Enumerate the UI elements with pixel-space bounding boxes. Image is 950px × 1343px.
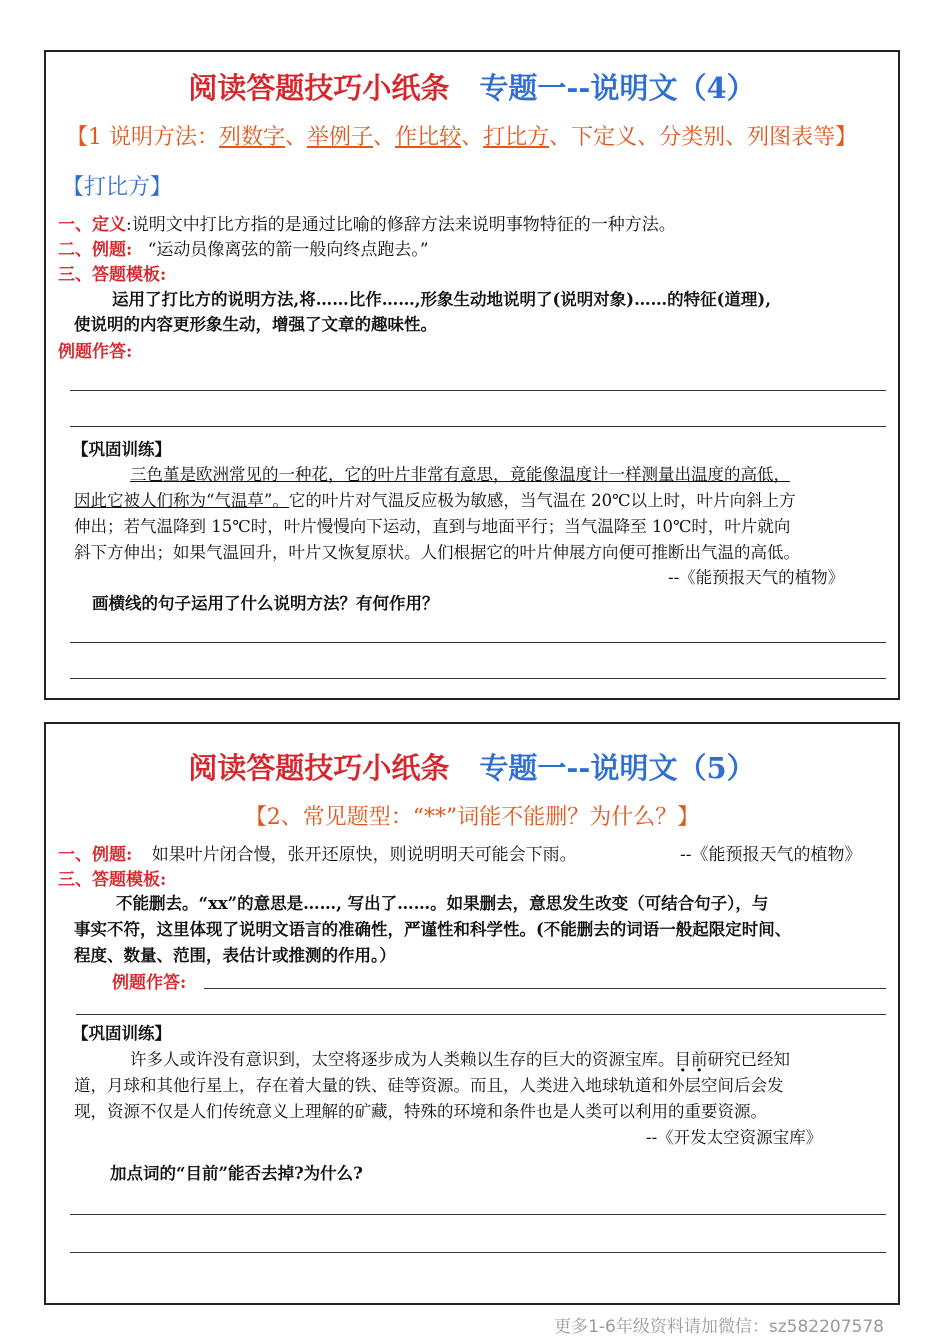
answer-line-2[interactable] [70, 426, 886, 427]
passage-underlined-1: 三色堇是欧洲常见的一种花，它的叶片非常有意思，竟能像温度计一样测量出温度的高低， [130, 465, 790, 484]
method-examples: 举例子 [307, 125, 374, 150]
example-line [58, 840, 577, 865]
practice-label: 【巩固训练】 [72, 440, 171, 459]
tip-card-4 [44, 50, 900, 700]
title-main: 阅读答题技巧小纸条 [188, 71, 450, 105]
answer-label: 例题作答: [112, 973, 187, 993]
question-type: 【2、常见题型：“**”词能不能删？为什么？】 [244, 805, 700, 830]
title-main: 阅读答题技巧小纸条 [188, 751, 450, 785]
passage-line-1: 许多人或许没有意识到，太空将逐步成为人类赖以生存的巨大的资源宝库。目前研究已经知 [130, 1050, 790, 1069]
template-line-2: 使说明的内容更形象生动，增强了文章的趣味性。 [74, 315, 437, 334]
practice-question: 加点词的“目前”能否去掉?为什么? [110, 1164, 363, 1183]
practice-question: 画横线的句子运用了什么说明方法？有何作用？ [92, 594, 439, 613]
answer-label: 例题作答: [58, 342, 133, 362]
method-comparison: 作比较 [395, 125, 462, 150]
example-text: 如果叶片闭合慢，张开还原快，则说明明天可能会下雨。 [151, 845, 577, 865]
dotted-char-2: 前 [691, 1050, 708, 1069]
definition-line [58, 210, 676, 235]
passage-line-3: 现，资源不仅是人们传统意义上理解的矿藏，特殊的环境和条件也是人类可以利用的重要资源。 [74, 1102, 767, 1121]
passage-source: --《能预报天气的植物》 [668, 568, 845, 587]
example-source: --《能预报天气的植物》 [680, 845, 862, 865]
definition-text: :说明文中打比方指的是通过比喻的修辞方法来说明事物特征的一种方法。 [126, 215, 676, 235]
example-text: “运动员像离弦的箭一般向终点跑去。” [147, 240, 429, 260]
practice-label: 【巩固训练】 [72, 1024, 171, 1043]
example-label: 一、例题: [58, 845, 133, 865]
card-title [46, 746, 898, 787]
dotted-char-1: 目 [674, 1050, 691, 1069]
passage-line-3: 伸出；若气温降到 15℃时，叶片慢慢向下运动，直到与地面平行；当气温降至 10℃时，叶片就向 [74, 517, 791, 536]
method-list-numbers: 列数字 [219, 125, 286, 150]
answer-line-2[interactable] [76, 1014, 886, 1015]
passage-line-4: 斜下方伸出；如果气温回升，叶片又恢复原状。人们根据它的叶片伸展方向便可推断出气温的高低。 [74, 543, 800, 562]
practice-answer-line-2[interactable] [70, 1252, 886, 1253]
passage-line-2: 因此它被人们称为“气温草”。它的叶片对气温反应极为敏感，当气温在 20℃以上时，叶片向斜上方 [74, 491, 796, 510]
template-label: 三、答题模板: [58, 870, 167, 890]
template-line-1: 不能删去。“xx”的意思是……, 写出了……。如果删去，意思发生改变（可结合句子），与 [116, 894, 769, 913]
practice-answer-line-2[interactable] [70, 678, 886, 679]
template-line-1: 运用了打比方的说明方法,将……比作……,形象生动地说明了(说明对象)……的特征(道理), [112, 290, 771, 309]
template-line-2: 事实不符，这里体现了说明文语言的准确性，严谨性和科学性。(不能删去的词语一般起限定时间、 [74, 920, 792, 939]
example-label: 二、例题: [58, 240, 133, 260]
method-analogy: 打比方 [483, 125, 550, 150]
footer-watermark: 更多1-6年级资料请加微信：sz582207578 [554, 1317, 884, 1337]
title-topic: 专题一--说明文（5） [479, 751, 756, 785]
topic-heading: 【打比方】 [62, 175, 173, 200]
template-line-3: 程度、数量、范围，表估计或推测的作用。） [74, 946, 396, 965]
answer-line-1[interactable] [70, 390, 886, 391]
passage-underlined-2: 因此它被人们称为“气温草”。 [74, 491, 289, 510]
definition-label: 一、定义 [58, 215, 126, 235]
example-line [58, 235, 429, 260]
practice-answer-line-1[interactable] [70, 1214, 886, 1215]
methods-list: 【1 说明方法：列数字、举例子、作比较、打比方、下定义、分类别、列图表等】 [66, 125, 858, 150]
passage-source: --《开发太空资源宝库》 [646, 1128, 823, 1147]
template-label: 三、答题模板: [58, 265, 167, 285]
card-title [46, 66, 898, 107]
title-topic: 专题一--说明文（4） [479, 71, 756, 105]
practice-answer-line-1[interactable] [70, 642, 886, 643]
answer-line-1[interactable] [204, 988, 886, 989]
tip-card-5 [44, 722, 900, 1305]
passage-line-2: 道，月球和其他行星上，存在着大量的铁、硅等资源。而且，人类进入地球轨道和外层空间后会发 [74, 1076, 784, 1095]
